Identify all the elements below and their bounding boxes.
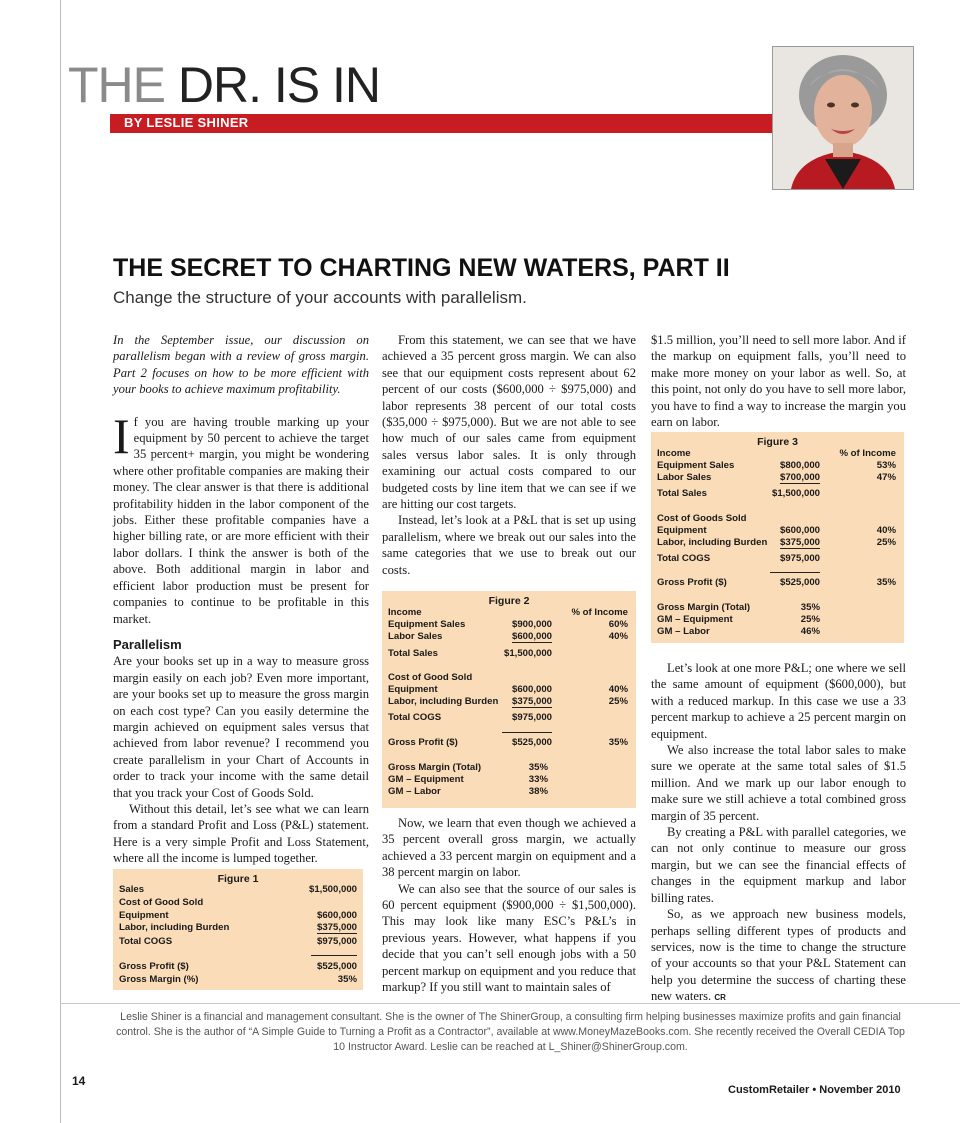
figure-row-label: Total Sales bbox=[657, 488, 707, 499]
column-3-bottom bbox=[651, 660, 906, 1007]
figure-3-table bbox=[651, 432, 904, 643]
figure-row-value: $375,000 bbox=[511, 696, 552, 707]
figure-row-value: $600,000 bbox=[316, 910, 357, 921]
drop-cap: I bbox=[113, 407, 130, 464]
column-1 bbox=[113, 332, 369, 867]
figure-row-label: Cost of Good Sold bbox=[388, 672, 473, 683]
figure-row-label: Total Sales bbox=[388, 648, 438, 659]
figure-row-value: $1,500,000 bbox=[771, 488, 820, 499]
figure-row-value: $525,000 bbox=[779, 577, 820, 588]
figure-title: Figure 1 bbox=[217, 873, 259, 885]
figure-row-label: Equipment bbox=[388, 684, 438, 695]
figure-pct-header: % of Income bbox=[839, 448, 896, 459]
figure-row-label: Total COGS bbox=[657, 553, 711, 564]
figure-title: Figure 2 bbox=[488, 595, 530, 607]
figure-row-label: Sales bbox=[119, 884, 145, 895]
opening-paragraph bbox=[113, 407, 369, 627]
body-paragraph: By creating a P&L with parallel categories, we can not only continue to measure our gross margin, but we can see the financial effects of changes in the equipment markup and labor billing rates. bbox=[651, 825, 906, 905]
figure-row-value: $700,000 bbox=[779, 472, 820, 483]
figure-row-value: 35% bbox=[528, 762, 548, 773]
opening-text: f you are having trouble marking up your equipment by 50 percent to achieve the target 35 percent+ margin, you might be wondering where other profitable companies are making their money. The clear answer is that there is additional profitability hidden in the labor component of the jobs. Either these profitable companies have a higher billing rate, or are more efficient with their labor dollars. I think the answer is both of the above. Both additional margin in labor and efficient labor production must be present for companies to continue to be profitable in this market. bbox=[113, 414, 369, 626]
figure-row-label: Equipment bbox=[657, 525, 707, 536]
figure-row-label: Gross Profit ($) bbox=[119, 961, 189, 972]
author-bio: Leslie Shiner is a financial and management consultant. She is the owner of The ShinerGroup, a consulting firm helping businesses maximize profits and gain financial control. She is the author of “A Simple Guide to Turning a Profit as a Contractor”, available at www.MoneyMazeBooks.com. She recently received the Overall CEDIA Top 10 Instructor Award. Leslie can be reached at L_Shiner@ShinerGroup.com. bbox=[116, 1011, 905, 1053]
figure-row-label: Cost of Good Sold bbox=[119, 897, 204, 908]
column-2-bottom bbox=[382, 815, 636, 995]
end-mark: CR bbox=[714, 993, 726, 1003]
figure-row-value: 35% bbox=[800, 602, 820, 613]
figure-row-pct: 25% bbox=[876, 537, 896, 548]
figure-row-value: $800,000 bbox=[779, 460, 820, 471]
figure-row-label: GM – Labor bbox=[657, 626, 710, 637]
masthead-dark: DR. IS IN bbox=[177, 57, 381, 113]
figure-row-label: Labor Sales bbox=[388, 631, 443, 642]
figure-row-pct: 53% bbox=[876, 460, 896, 471]
body-paragraph: Let’s look at one more P&L; one where we sell the same amount of equipment ($600,000), but with a reduced markup. In this case we use a 33 percent markup to achieve a 25 percent margin on equipment. bbox=[651, 661, 906, 741]
section-heading-parallelism: Parallelism bbox=[113, 636, 182, 652]
figure-row-label: Total COGS bbox=[119, 936, 173, 947]
figure-row-value: 46% bbox=[800, 626, 820, 637]
figure-row-value: $375,000 bbox=[779, 537, 820, 548]
figure-row-label: Labor Sales bbox=[657, 472, 712, 483]
figure-title: Figure 3 bbox=[757, 436, 798, 448]
figure-row-value: $525,000 bbox=[316, 961, 357, 972]
page-number: 14 bbox=[72, 1074, 86, 1088]
figure-row-pct: 60% bbox=[608, 619, 628, 630]
figure-row-value: $375,000 bbox=[316, 922, 357, 933]
column-3-top bbox=[651, 332, 906, 430]
column-masthead bbox=[68, 55, 380, 115]
figure-income-header: Income bbox=[657, 448, 691, 459]
figure-row-value: $600,000 bbox=[779, 525, 820, 536]
figure-row-pct: 47% bbox=[876, 472, 896, 483]
article-title: THE SECRET TO CHARTING NEW WATERS, PART II bbox=[113, 254, 730, 282]
byline-bar bbox=[110, 114, 773, 133]
figure-1-table bbox=[113, 869, 363, 990]
author-photo bbox=[772, 46, 914, 190]
figure-row-label: Equipment Sales bbox=[388, 619, 466, 630]
figure-row-label: Gross Margin (Total) bbox=[388, 762, 482, 773]
figure-row-value: $900,000 bbox=[511, 619, 552, 630]
figure-row-pct: 35% bbox=[876, 577, 896, 588]
figure-row-pct: 35% bbox=[608, 737, 628, 748]
figure-row-value: $600,000 bbox=[511, 684, 552, 695]
figure-row-label: Cost of Goods Sold bbox=[657, 513, 747, 524]
figure-row-pct: 25% bbox=[608, 696, 628, 707]
figure-rule bbox=[770, 572, 820, 573]
figure-rule bbox=[502, 732, 552, 733]
figure-row-value: $975,000 bbox=[316, 936, 357, 947]
figure-row-label: GM – Labor bbox=[388, 786, 441, 797]
figure-row-value: $1,500,000 bbox=[308, 884, 357, 895]
figure-row-value: $975,000 bbox=[511, 712, 552, 723]
figure-row-label: Labor, including Burden bbox=[388, 696, 499, 707]
figure-row-label: Gross Profit ($) bbox=[388, 737, 458, 748]
figure-income-header: Income bbox=[388, 607, 422, 618]
author-portrait-illustration bbox=[773, 47, 913, 189]
figure-row-value: 33% bbox=[528, 774, 548, 785]
figure-row-label: Total COGS bbox=[388, 712, 442, 723]
figure-row-value: $525,000 bbox=[511, 737, 552, 748]
figure-row-value: 25% bbox=[800, 614, 820, 625]
figure-rule bbox=[311, 955, 357, 956]
figure-row-pct: 40% bbox=[608, 631, 628, 642]
column-2-top bbox=[382, 332, 636, 578]
body-paragraph: Instead, let’s look at a P&L that is set up using parallelism, where we break out our sales into the same categories that we use to break out our costs. bbox=[382, 513, 636, 577]
magazine-issue: CustomRetailer • November 2010 bbox=[728, 1084, 901, 1096]
figure-row-value: $1,500,000 bbox=[503, 648, 552, 659]
masthead-light: THE bbox=[68, 57, 165, 113]
figure-row-label: GM – Equipment bbox=[657, 614, 733, 625]
figure-row-value: 38% bbox=[528, 786, 548, 797]
article-subtitle: Change the structure of your accounts with parallelism. bbox=[113, 288, 527, 307]
figure-row-pct: 40% bbox=[876, 525, 896, 536]
body-paragraph: Without this detail, let’s see what we can learn from a standard Profit and Loss (P&L) statement. Here is a very simple Profit and Loss Statement, where all the income is lumped together. bbox=[113, 801, 369, 866]
body-paragraph: $1.5 million, you’ll need to sell more labor. And if the markup on equipment falls, you’ll need to make more money on your labor as well. So, at this point, not only do you have to sell more labor, you have to find a way to increase the margin you earn on labor. bbox=[651, 333, 906, 430]
figure-row-label: Gross Margin (%) bbox=[119, 974, 199, 985]
figure-pct-header: % of Income bbox=[571, 607, 628, 618]
intro-paragraph: In the September issue, our discussion on parallelism began with a review of gross margin. Part 2 focuses on how to be more efficient with your books to achieve maximum profitability. bbox=[113, 333, 369, 397]
body-paragraph: Now, we learn that even though we achieved a 35 percent overall gross margin, we actually achieved a 33 percent margin on equipment and a 38 percent margin on labor. bbox=[382, 816, 636, 880]
body-paragraph: Are your books set up in a way to measure gross margin easily on each job? Even more important, are your books set up to measure the gross margin on each cost type? Can you easily determine the margin achieved on equipment sales versus that achieved from labor revenue? I recommend you create parallelism in your Chart of Accounts in order to track your income with the same detail that you track your Cost of Goods Sold. bbox=[113, 654, 369, 800]
figure-row-label: Labor, including Burden bbox=[657, 537, 768, 548]
figure-row-value: 35% bbox=[337, 974, 357, 985]
figure-row-label: Equipment Sales bbox=[657, 460, 735, 471]
closing-text: So, as we approach new business models, perhaps selling different types of products and services, now is the time to change the structure of your accounts so that your P&L Statement can help you determine the success of charting these new waters. bbox=[651, 907, 906, 1004]
body-paragraph: We also increase the total labor sales to make sure we operate at the same total sales of $1.5 million. And we mark up our labor enough to make sure we still achieve a total combined gross margin of 35 percent. bbox=[651, 743, 906, 823]
figure-row-value: $975,000 bbox=[779, 553, 820, 564]
figure-row-label: Gross Margin (Total) bbox=[657, 602, 751, 613]
figure-2-table bbox=[382, 591, 636, 808]
figure-row-label: Equipment bbox=[119, 910, 169, 921]
margin-rule bbox=[60, 0, 61, 1123]
figure-row-value: $600,000 bbox=[511, 631, 552, 642]
body-paragraph: From this statement, we can see that we have achieved a 35 percent gross margin. We can also see that our equipment costs represent about 62 percent of our costs ($600,000 ÷ $975,000) and labor represents 38 percent of our total costs ($35,000 ÷ $975,000). But we are not able to see how much of our sales came from equipment sales versus labor sales. It is only through examining our actual costs compared to our budgeted costs by line item that we can see if we are hitting our cost targets. bbox=[382, 333, 636, 512]
figure-row-pct: 40% bbox=[608, 684, 628, 695]
footer-rule bbox=[60, 1003, 960, 1004]
byline: BY LESLIE SHINER bbox=[124, 115, 249, 130]
body-paragraph: We can also see that the source of our sales is 60 percent equipment ($900,000 ÷ $1,500,000). This may look like many ESC’s P&L’s in previous years. However, what happens if you decide that you can’t sell enough jobs with a 50 percent markup on equipment and you reduce that markup? If you still want to maintain sales of bbox=[382, 881, 636, 995]
figure-row-label: GM – Equipment bbox=[388, 774, 464, 785]
figure-row-label: Labor, including Burden bbox=[119, 922, 230, 933]
figure-row-label: Gross Profit ($) bbox=[657, 577, 727, 588]
closing-paragraph bbox=[651, 906, 906, 1006]
